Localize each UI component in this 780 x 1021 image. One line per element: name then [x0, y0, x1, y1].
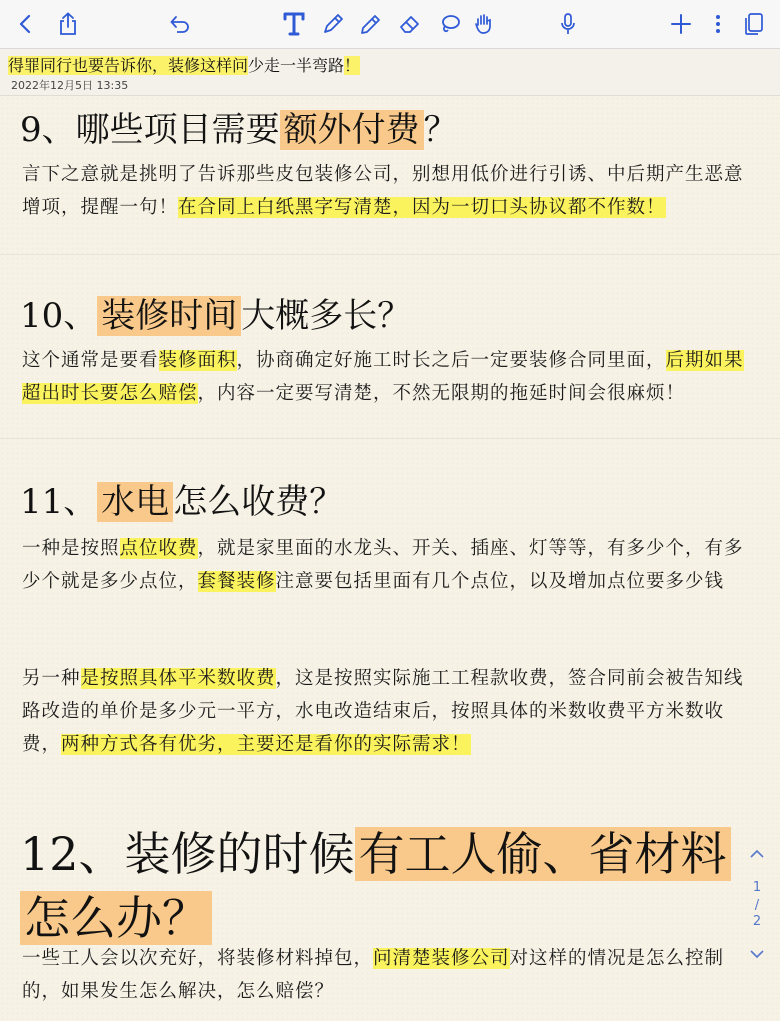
chevron-up-icon[interactable] [746, 848, 768, 863]
text-run: ，协商确定好施工时长之后一定要装修合同里面， [236, 350, 666, 371]
page-current: 1 [752, 880, 762, 895]
text-run: ，就是家里面的水龙头、开关、插座、灯等等，有多少个，有多少个就是多少点位， [22, 538, 744, 592]
toolbar [0, 0, 780, 49]
heading-text-end: 大概多长？ [241, 296, 412, 336]
highlight-run: 问清楚装修公司 [373, 948, 510, 969]
page-total: 2 [752, 914, 762, 929]
eraser-icon[interactable] [396, 10, 424, 38]
text-run: 一些工人会以次充好，将装修材料掉包， [22, 948, 374, 969]
heading-highlight: 装修时间 [97, 296, 241, 336]
section-11-paragraph-2 [22, 662, 750, 761]
text-run: 这个通常是要看 [22, 350, 159, 371]
section-12-paragraph [22, 942, 750, 1008]
back-icon[interactable] [12, 10, 40, 38]
text-run: 另一种 [22, 668, 81, 689]
note-page[interactable] [0, 96, 780, 1021]
note-title-part2: 少走一半弯路 [248, 56, 345, 75]
page-rule [0, 254, 780, 255]
text-run: 一种是按照 [22, 538, 120, 559]
section-10-paragraph [22, 344, 750, 410]
pen-icon[interactable] [319, 10, 347, 38]
undo-icon[interactable] [166, 10, 194, 38]
text-run: 言下之意就是挑明了告诉那些皮包装修公司，别想用低价进行引诱、中后期产生恶意增项，提醒一句！ [22, 164, 744, 218]
highlight-run: 两种方式各有优劣，主要还是看你的实际需求！ [61, 734, 471, 755]
highlight-run: 套餐装修 [197, 571, 276, 592]
page-separator: / [754, 898, 760, 913]
add-icon[interactable] [667, 10, 695, 38]
note-title[interactable] [8, 53, 360, 76]
section-11-paragraph-1 [22, 532, 750, 598]
heading-highlight: 额外付费 [280, 110, 424, 150]
lasso-icon[interactable] [436, 10, 464, 38]
highlight-run: 是按照具体平米数收费 [80, 668, 276, 689]
note-title-part1: 得罪同行也要告诉你，装修这样问 [8, 56, 249, 75]
hand-icon[interactable] [470, 10, 498, 38]
heading-text: 装修的时候 [124, 827, 355, 881]
section-9-paragraph [22, 158, 750, 224]
heading-highlight: 水电 [97, 482, 173, 522]
heading-number: 9、 [20, 110, 76, 150]
chevron-down-icon[interactable] [746, 948, 768, 963]
page-rule [0, 438, 780, 439]
heading-text: 哪些项目需要 [75, 110, 280, 150]
section-11-heading [20, 474, 343, 523]
highlight-run: 点位收费 [119, 538, 198, 559]
highlight-run: 在合同上白纸黑字写清楚，因为一切口头协议都不作数！ [178, 197, 666, 218]
highlight-run: 后期如果超出时长要怎么赔偿 [22, 350, 744, 404]
highlighter-icon[interactable] [357, 10, 385, 38]
note-title-part3: ！ [344, 56, 361, 75]
more-icon[interactable] [704, 10, 732, 38]
share-icon[interactable] [54, 10, 82, 38]
note-date: 2022年12月5日 13:35 [11, 79, 129, 92]
section-10-heading [20, 288, 411, 337]
section-12-heading-line2 [20, 882, 212, 948]
heading-number: 12、 [20, 827, 125, 881]
section-9-heading [20, 102, 458, 151]
heading-highlight: 怎么办？ [20, 891, 212, 945]
heading-highlight: 有工人偷、省材料 [355, 827, 731, 881]
text-run: 对这样的情况是怎么控制的，如果发生怎么解决，怎么赔偿？ [22, 948, 725, 1002]
note-header [0, 49, 780, 96]
highlight-run: 装修面积 [158, 350, 237, 371]
heading-number: 11、 [20, 482, 98, 522]
section-12-heading [20, 818, 731, 884]
text-tool-icon[interactable] [280, 10, 308, 38]
microphone-icon[interactable] [554, 10, 582, 38]
heading-text-end: 怎么收费？ [173, 482, 344, 522]
text-run: ，内容一定要写清楚，不然无限期的拖延时间会很麻烦！ [197, 383, 686, 404]
pages-icon[interactable] [740, 10, 768, 38]
heading-text-end: ？ [423, 110, 458, 150]
text-run: 注意要包括里面有几个点位，以及增加点位要多少钱 [275, 571, 725, 592]
heading-number: 10、 [20, 296, 98, 336]
text-run: ，这是按照实际施工工程款收费，签合同前会被告知线路改造的单价是多少元一平方，水电改造结束后，按照具体的米数收费平方米数收费， [22, 668, 744, 755]
